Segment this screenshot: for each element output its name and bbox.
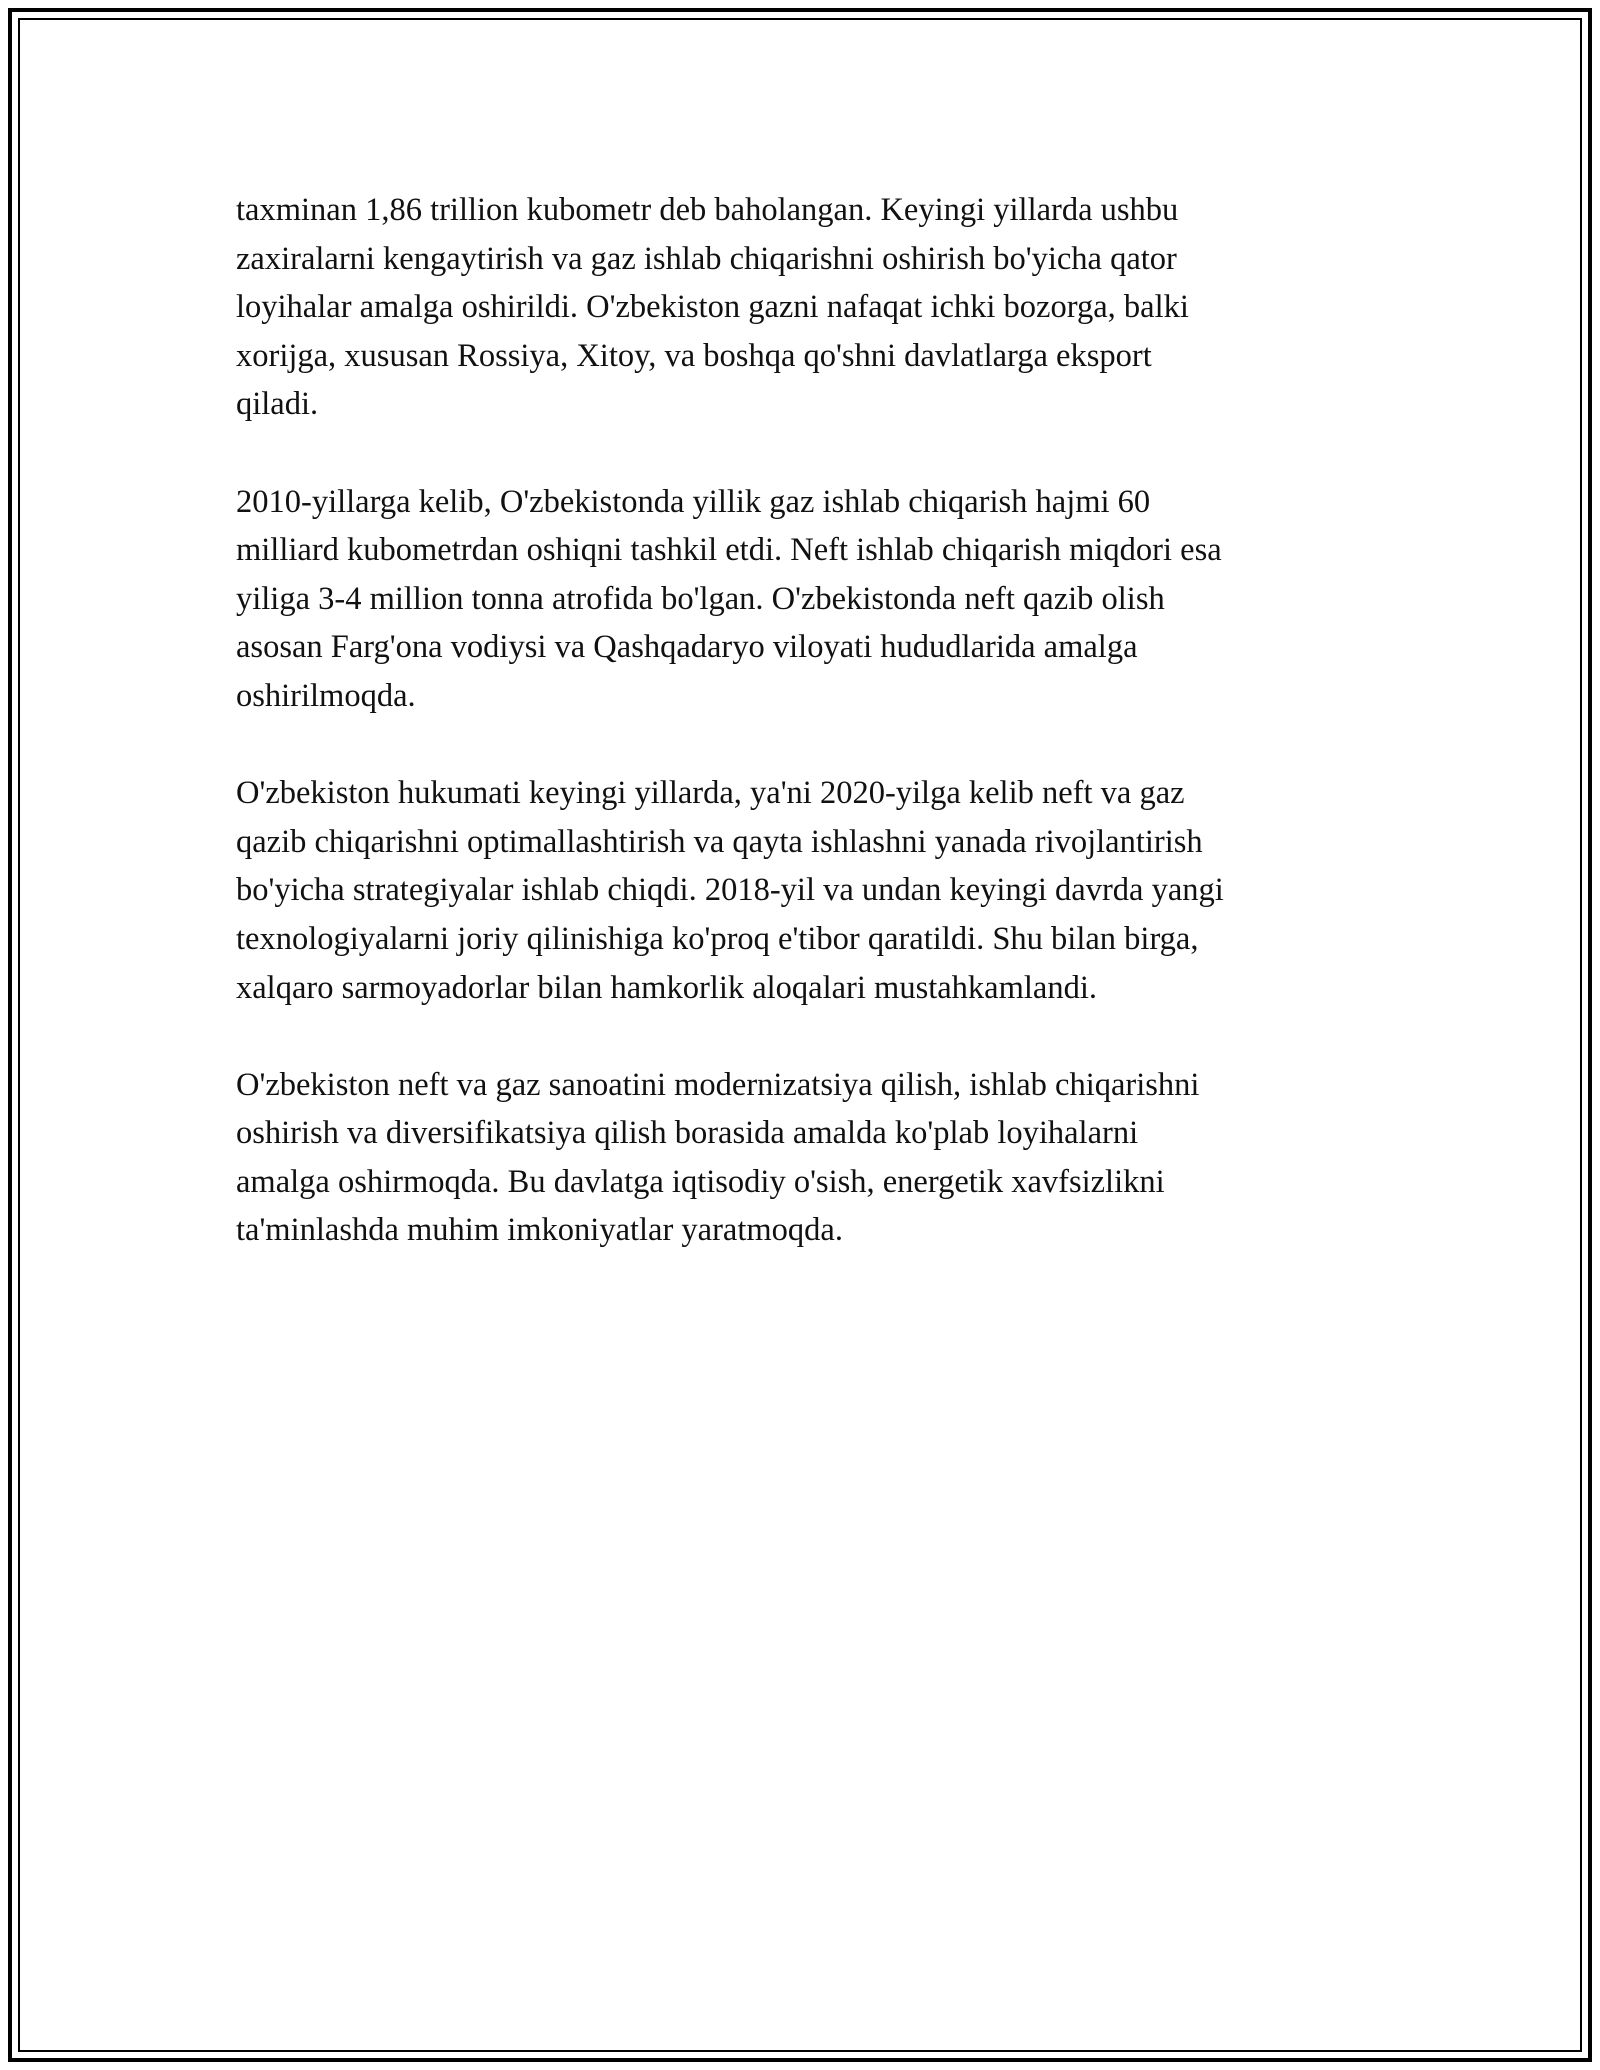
paragraph-gas-reserves: taxminan 1,86 trillion kubometr deb baholangan. Keyingi yillarda ushbu zaxiralarni kengaytirish va gaz ishlab chiqarishni oshirish bo'yicha qator loyihalar amalga oshirildi. O'zbekiston gazni nafaqat ichki bozorga, balki xorijga, xususan Rossiya, Xitoy, va boshqa qo'shni davlatlarga eksport qiladi. (236, 192, 1189, 423)
paragraph-modernization: O'zbekiston neft va gaz sanoatini modernizatsiya qilish, ishlab chiqarishni oshirish va diversifikatsiya qilish borasida amalda ko'plab loyihalarni amalga oshirmoqda. Bu davlatga iqtisodiy o'sish, energetik xavfsizlikni ta'minlashda muhim imkoniyatlar yaratmoqda. (236, 1066, 1200, 1249)
paragraph-production-2010s: 2010-yillarga kelib, O'zbekistonda yillik gaz ishlab chiqarish hajmi 60 milliard kubometrdan oshiqni tashkil etdi. Neft ishlab chiqarish miqdori esa yiliga 3-4 million tonna atrofida bo'lgan. O'zbekistonda neft qazib olish asosan Farg'ona vodiysi va Qashqadaryo viloyati hududlarida amalga oshirilmoqda. (236, 483, 1222, 714)
paragraph-government-strategy: O'zbekiston hukumati keyingi yillarda, ya'ni 2020-yilga kelib neft va gaz qazib chiqarishni optimallashtirish va qayta ishlashni yanada rivojlantirish bo'yicha strategiyalar ishlab chiqdi. 2018-yil va undan keyingi davrda yangi texnologiyalarni joriy qilinishiga ko'proq e'tibor qaratildi. Shu bilan birga, xalqaro sarmoyadorlar bilan hamkorlik aloqalari mustahkamlandi. (236, 775, 1224, 1006)
document-body (236, 186, 1366, 1304)
